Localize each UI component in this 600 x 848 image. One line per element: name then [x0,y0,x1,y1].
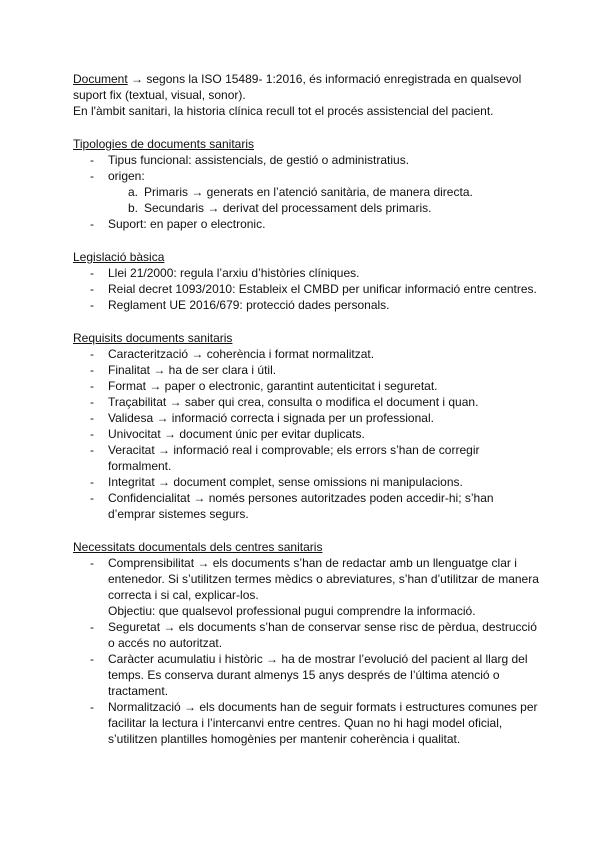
list-item-objective: Objectiu: que qualsevol professional pugui comprendre la informació. [108,604,476,618]
list-item [73,168,543,184]
intro-definition: → segons la ISO 15489- 1:2016, és informació enregistrada en qualsevol suport fix (textual, visual, sonor). [73,72,522,102]
section-title-necessitats: Necessitats documentals dels centres sanitaris [73,540,323,554]
list-item: - Caràcter acumulatiu i històric → ha de mostrar l’evolució del pacient al llarg del temps. Es conserva durant almenys 15 anys després de l’última atenció o tractament. [73,651,543,699]
list-item: - Format → paper o electronic, garantint autenticitat i seguretat. [73,378,543,394]
sub-marker: a. [128,185,139,199]
list-item-text: - Comprensibilitat → els documents s’han de redactar amb un llenguatge clar i entenedor. Si s’utilitzen termes mèdics o abreviatures, s’han d’utilitzar de manera correcta i si cal, explicar-los. [108,556,539,602]
sub-list-item [73,200,543,216]
section-title-tipologies: Tipologies de documents sanitaris [73,137,254,151]
section-title-legislacio: Legislació bàsica [73,250,165,264]
tipologies-list [73,152,543,184]
tipologies-list-cont [73,216,543,232]
list-item: - Seguretat → els documents s’han de conservar sense risc de pèrdua, destrucció o accés no autoritzat. [73,619,543,651]
origen-sublist [73,184,543,216]
list-item: - Caracterització → coherència i format normalitzat. [73,346,543,362]
necessitats-list [73,555,543,747]
list-item [73,555,543,619]
document-body [73,71,543,747]
sub-text: Secundaris → derivat del processament dels primaris. [144,201,432,215]
intro-paragraph [73,71,543,103]
list-item-text: origen: [108,169,145,183]
sub-text: Primaris → generats en l’atenció sanitària, de manera directa. [144,185,473,199]
list-item: - Traçabilitat → saber qui crea, consulta o modifica el document i quan. [73,394,543,410]
list-item: - Reial decret 1093/2010: Estableix el CMBD per unificar informació entre centres. [73,281,543,297]
list-item: - Llei 21/2000: regula l’arxiu d’històries clíniques. [73,265,543,281]
list-item: - Validesa → informació correcta i signada per un professional. [73,410,543,426]
sub-marker: b. [128,201,139,215]
intro-line-2: En l'àmbit sanitari, la historia clínica recull tot el procés assistencial del pacient. [73,104,494,118]
list-item: - Suport: en paper o electronic. [73,216,543,232]
list-item: - Normalització → els documents han de seguir formats i estructures comunes per facilitar la lectura i l’intercanvi entre centres. Quan no hi hagi model oficial, s’utilitzen plantilles homogènies per mantenir coherència i qualitat. [73,699,543,747]
list-item: - Reglament UE 2016/679: protecció dades personals. [73,297,543,313]
sub-list-item [73,184,543,200]
section-title-requisits: Requisits documents sanitaris [73,331,233,345]
requisits-list [73,346,543,522]
list-item: - Univocitat → document únic per evitar duplicats. [73,426,543,442]
list-item: - Veracitat → informació real i comprovable; els errors s’han de corregir formalment. [73,442,543,474]
list-item: - Tipus funcional: assistencials, de gestió o administratius. [73,152,543,168]
list-item: - Confidencialitat → només persones autoritzades poden accedir-hi; s’han d’emprar sistemes segurs. [73,490,543,522]
list-item: - Finalitat → ha de ser clara i útil. [73,362,543,378]
legislacio-list [73,265,543,313]
list-item: - Integritat → document complet, sense omissions ni manipulacions. [73,474,543,490]
intro-term: Document [73,72,128,86]
